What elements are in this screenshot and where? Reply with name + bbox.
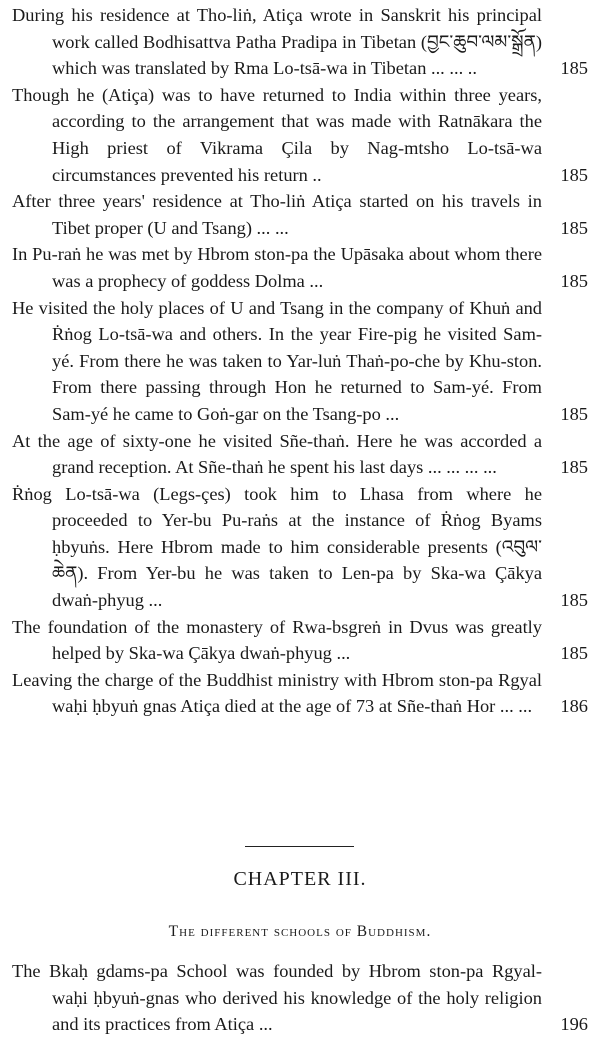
list-item [0,241,600,294]
entry-text: He visited the holy places of U and Tsang in the company of Khuṅ and Ṙṅog Lo-tsā-wa and others. In the year Fire-pig he visited Sam-yé. From there he was taken to Yar-luṅ Thaṅ-po-che by Khu-ston. From there passing through Hon he returned to Sam-yé. From Sam-yé he came to Goṅ-gar on the Tsang-po ... [12,297,542,424]
entry-page-number: 185 [560,270,588,291]
contents-list-chapter-3 [0,958,600,1038]
entry-text: After three years' residence at Tho-liṅ Atiça started on his travels in Tibet proper (U and Tsang) ... ... [12,191,542,238]
entry-page-number: 185 [560,164,588,185]
list-item [0,82,600,188]
entry-text: Though he (Atiça) was to have returned to India within three years, according to the arrangement that was made with Ratnākara the High priest of Vikrama Çila by Nag-mtsho Lo-tsā-wa circumstances prevented his return .. [12,84,542,185]
entry-page-number: 185 [560,643,588,664]
entry-text: During his residence at Tho-liṅ, Atiça wrote in Sanskrit his principal work called Bodhisattva Patha Pradipa in Tibetan (བྱང་ཆུབ་ལམ་སྒྲོན) which was translated by Rma Lo-tsā-wa in Tibetan ... ... .. [12,5,542,79]
entry-text: In Pu-raṅ he was met by Hbrom ston-pa the Upāsaka about whom there was a prophecy of goddess Dolma ... [12,244,542,291]
entry-page-number: 185 [560,590,588,611]
entry-text: Ṙṅog Lo-tsā-wa (Legs-çes) took him to Lhasa from where he proceeded to Yer-bu Pu-raṅs at the instance of Ṙṅog Byams ḥbyuṅs. Here Hbrom made to him considerable presents (འབུལ་ཆེན). From Yer-bu he was taken to Len-pa by Ska-wa Çākya dwaṅ-phyug ... [12,483,542,611]
entry-page-number: 185 [560,457,588,478]
list-item [0,614,600,667]
entry-page-number: 185 [560,217,588,238]
list-item [0,295,600,428]
list-item [0,667,600,720]
list-item [0,2,600,82]
section-divider [245,846,354,847]
entry-text: At the age of sixty-one he visited Sñe-thaṅ. Here he was accorded a grand reception. At Sñe-thaṅ he spent his last days ... ... ... ... [12,430,542,478]
entry-page-number: 186 [560,696,588,717]
entry-page-number: 196 [560,1014,588,1035]
entry-text: Leaving the charge of the Buddhist ministry with Hbrom ston-pa Rgyal waḥi ḥbyuṅ gnas Atiça died at the age of 73 at Sñe-thaṅ Hor ... ... [12,669,542,717]
chapter-subtitle: The different schools of Buddhism. [168,923,432,940]
list-item [0,188,600,241]
entry-page-number: 185 [560,403,588,424]
contents-list [0,2,600,720]
list-item [0,428,600,481]
list-item [0,481,600,614]
entry-text: The Bkaḥ gdams-pa School was founded by Hbrom ston-pa Rgyal-waḥi ḥbyuṅ-gnas who derived his knowledge of the holy religion and its practices from Atiça ... [12,961,542,1035]
entry-text: The foundation of the monastery of Rwa-bsgreṅ in Dvus was greatly helped by Ska-wa Çākya dwaṅ-phyug ... [12,616,542,664]
entry-page-number: 185 [560,58,588,79]
chapter-title: CHAPTER III. [233,868,367,890]
list-item [0,958,600,1038]
